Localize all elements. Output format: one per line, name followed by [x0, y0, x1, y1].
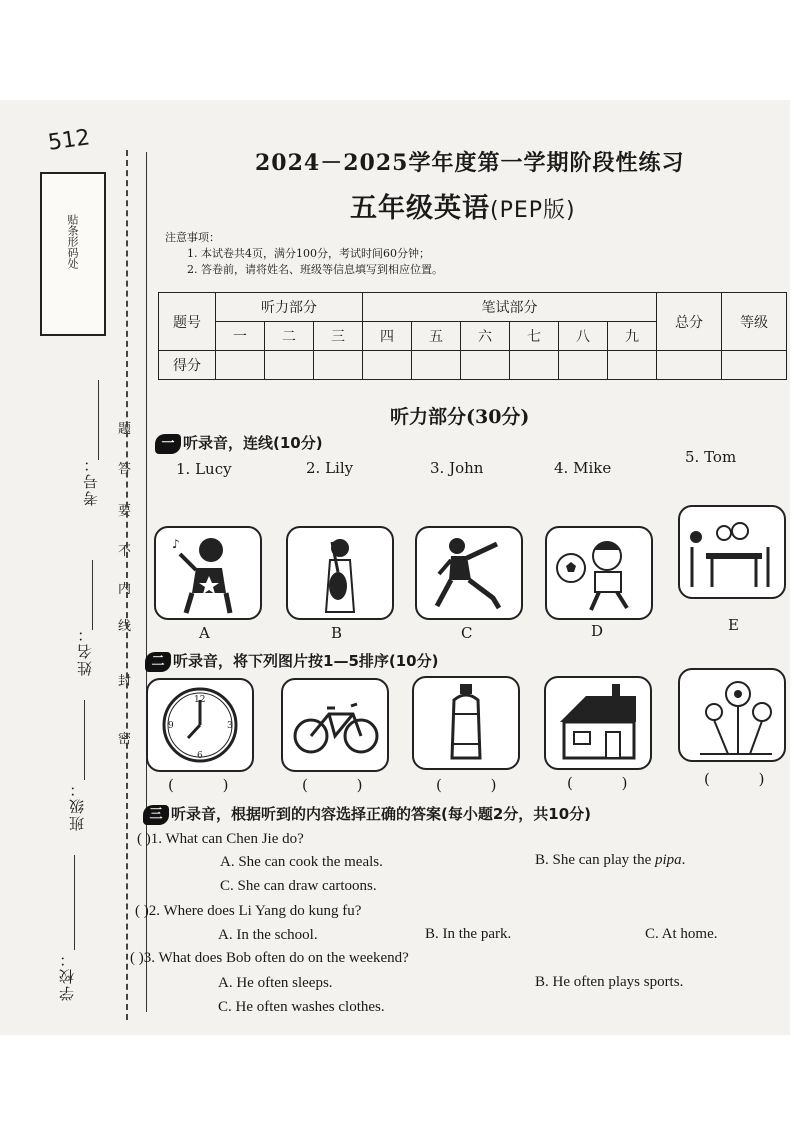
boy-playing-football-icon: [547, 528, 651, 618]
binding-char: 答: [118, 462, 132, 477]
option: C. She can draw cartoons.: [220, 878, 377, 894]
part3-badge: 三: [143, 805, 169, 825]
svg-text:9: 9: [168, 721, 174, 731]
q-number: 四: [363, 322, 412, 351]
score-cell[interactable]: [657, 351, 722, 380]
corner-mark: 512: [46, 125, 92, 156]
note-item: 2. 答卷前，请将姓名、班级等信息填写到相应位置。: [187, 263, 443, 276]
score-cell[interactable]: [265, 351, 314, 380]
binding-char: 线: [118, 619, 132, 634]
name-item: 1. Lucy: [176, 460, 232, 478]
option: A. She can cook the meals.: [220, 854, 383, 870]
score-cell[interactable]: [314, 351, 363, 380]
question-2: [135, 903, 361, 920]
question-text: Where does Li Yang do kung fu?: [163, 903, 362, 919]
clock-icon: [148, 680, 252, 770]
order-answer-bracket[interactable]: ( ): [704, 770, 787, 788]
exam-no-line[interactable]: [98, 380, 99, 460]
note-item: 1. 本试卷共4页，满分100分，考试时间60分钟；: [187, 247, 430, 260]
part3-title: 听录音，根据听到的内容选择正确的答案(每小题2分，共10分): [171, 805, 592, 823]
answer-bracket[interactable]: ( )2.: [135, 903, 160, 919]
barcode-sticker-box: [40, 172, 106, 336]
option: B. In the park.: [425, 926, 512, 942]
score-table: [158, 292, 787, 380]
option: A. In the school.: [218, 927, 318, 943]
option-period: .: [681, 852, 686, 868]
total-header: 总分: [657, 293, 722, 351]
picture-bottle[interactable]: [412, 676, 520, 770]
table-header-q: 题号: [159, 293, 216, 351]
listening-section-title: 听力部分(30分): [390, 406, 530, 428]
score-cell[interactable]: [363, 351, 412, 380]
name-label: 姓名：: [76, 625, 94, 676]
q-number: 一: [216, 322, 265, 351]
girl-playing-pipa-icon: [288, 528, 392, 618]
part2-heading: [145, 650, 438, 672]
question-1: [137, 831, 304, 848]
binding-char: 密: [118, 732, 132, 747]
part1-badge: 一: [155, 434, 181, 454]
picture-house[interactable]: [544, 676, 652, 770]
q-number: 七: [510, 322, 559, 351]
notes-label: 注意事项：: [165, 231, 220, 244]
score-cell[interactable]: [608, 351, 657, 380]
name-item: 3. John: [430, 459, 484, 477]
name-item: 2. Lily: [306, 459, 354, 477]
svg-text:♪: ♪: [172, 537, 180, 551]
bicycle-icon: [283, 680, 387, 770]
people-at-table-icon: [680, 507, 784, 597]
class-label: 班级：: [68, 780, 86, 831]
group-writing: 笔试部分: [363, 293, 657, 322]
question-text: What does Bob often do on the weekend?: [158, 950, 409, 966]
class-line[interactable]: [84, 700, 85, 780]
q-number: 六: [461, 322, 510, 351]
notes: [165, 230, 443, 278]
exam-title: 2024－2025学年度第一学期阶段性练习: [255, 150, 685, 176]
grade-header: 等级: [722, 293, 787, 351]
picture-a[interactable]: [154, 526, 262, 620]
flowers-icon: [680, 670, 784, 760]
option: B. He often plays sports.: [535, 974, 684, 990]
picture-bicycle[interactable]: [281, 678, 389, 772]
score-cell[interactable]: [216, 351, 265, 380]
option: [535, 852, 685, 869]
name-item: 5. Tom: [685, 448, 737, 466]
picture-c[interactable]: [415, 526, 523, 620]
svg-text:6: 6: [197, 751, 203, 761]
picture-clock[interactable]: [146, 678, 254, 772]
q-number: 八: [559, 322, 608, 351]
picture-letter: E: [728, 616, 739, 634]
order-answer-bracket[interactable]: ( ): [436, 776, 519, 794]
name-line[interactable]: [92, 560, 93, 630]
binding-dashed-line: [126, 150, 128, 1020]
question-3: [130, 950, 409, 967]
picture-letter: B: [331, 624, 343, 642]
score-row-label: 得分: [159, 351, 216, 380]
option-italic-word: pipa: [654, 852, 682, 868]
option: C. At home.: [645, 926, 718, 942]
option: C. He often washes clothes.: [218, 999, 385, 1015]
part1-heading: [155, 432, 323, 454]
group-listening: 听力部分: [216, 293, 363, 322]
order-answer-bracket[interactable]: ( ): [302, 776, 385, 794]
binding-char: 不: [118, 544, 132, 559]
score-cell[interactable]: [559, 351, 608, 380]
water-bottle-icon: [414, 678, 518, 768]
subject-name: 五年级英语: [350, 193, 490, 224]
score-cell[interactable]: [461, 351, 510, 380]
subject-title: [350, 186, 576, 225]
exam-no-label: 考号：: [82, 455, 100, 506]
school-line[interactable]: [74, 855, 75, 950]
edition: (PEP版): [490, 198, 576, 223]
picture-b[interactable]: [286, 526, 394, 620]
picture-letter: C: [461, 624, 473, 642]
picture-d[interactable]: [545, 526, 653, 620]
kung-fu-man-icon: [417, 528, 521, 618]
school-label: 学校：: [58, 950, 76, 1001]
picture-letter: A: [199, 624, 210, 642]
score-cell[interactable]: [510, 351, 559, 380]
name-item: 4. Mike: [554, 459, 612, 477]
score-cell[interactable]: [412, 351, 461, 380]
picture-e[interactable]: [678, 505, 786, 599]
binding-char: 要: [118, 504, 132, 519]
part1-title: 听录音，连线(10分): [183, 434, 323, 452]
option-text: B. She can play the: [535, 852, 655, 868]
q-number: 五: [412, 322, 461, 351]
order-answer-bracket[interactable]: ( ): [567, 774, 650, 792]
picture-letter: D: [591, 622, 604, 640]
answer-bracket[interactable]: ( )3.: [130, 950, 155, 966]
svg-text:12: 12: [194, 695, 206, 705]
question-text: What can Chen Jie do?: [165, 831, 304, 847]
binding-char: 内: [118, 582, 132, 597]
house-icon: [546, 678, 650, 768]
option: A. He often sleeps.: [218, 975, 333, 991]
q-number: 二: [265, 322, 314, 351]
score-cell[interactable]: [722, 351, 787, 380]
sticker-label: 贴条形码处: [66, 214, 79, 269]
part2-badge: 二: [145, 652, 171, 672]
part3-heading: [143, 803, 591, 825]
margin-line: [146, 152, 147, 1012]
part2-title: 听录音，将下列图片按1—5排序(10分): [173, 652, 439, 670]
binding-char: 封: [118, 674, 132, 689]
answer-bracket[interactable]: ( )1.: [137, 831, 162, 847]
svg-text:3: 3: [227, 721, 233, 731]
binding-char: 题: [118, 422, 132, 437]
singing-boy-icon: [156, 528, 260, 618]
q-number: 九: [608, 322, 657, 351]
order-answer-bracket[interactable]: ( ): [168, 776, 251, 794]
q-number: 三: [314, 322, 363, 351]
picture-flowers[interactable]: [678, 668, 786, 762]
